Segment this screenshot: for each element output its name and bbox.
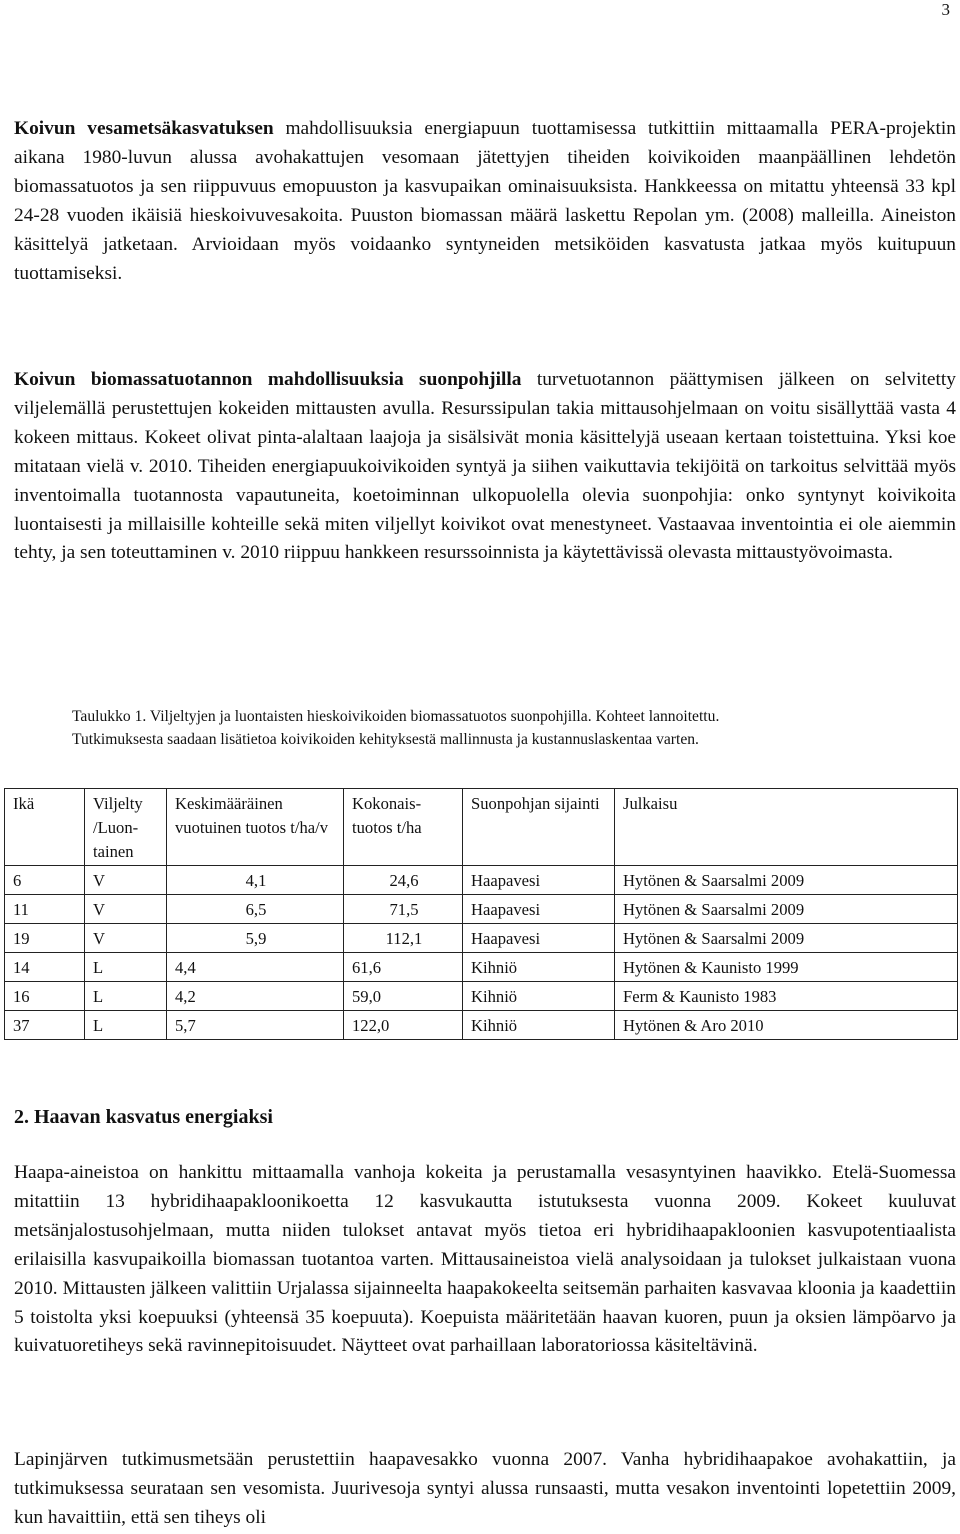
cell-annual-yield: 4,4 <box>167 953 344 982</box>
cell-age: 11 <box>5 895 85 924</box>
cell-annual-yield: 4,1 <box>167 866 344 895</box>
section-heading: 2. Haavan kasvatus energiaksi <box>14 1106 273 1128</box>
cell-annual-yield: 5,9 <box>167 924 344 953</box>
header-mean-annual-yield: Keskimääräinen vuotuinen tuotos t/ha/v <box>167 789 344 866</box>
cell-publication: Hytönen & Saarsalmi 2009 <box>615 895 958 924</box>
cell-publication: Hytönen & Kaunisto 1999 <box>615 953 958 982</box>
cell-publication: Ferm & Kaunisto 1983 <box>615 982 958 1011</box>
cell-total-yield: 61,6 <box>344 953 463 982</box>
cell-location: Haapavesi <box>463 895 615 924</box>
cell-age: 37 <box>5 1011 85 1040</box>
caption-line-1: Taulukko 1. Viljeltyjen ja luontaisten hieskoivikoiden biomassatuotos suonpohjilla. Kohteet lannoitettu. <box>72 708 720 725</box>
table-row <box>5 982 958 1011</box>
cell-location: Kihniö <box>463 1011 615 1040</box>
cell-annual-yield: 6,5 <box>167 895 344 924</box>
cell-annual-yield: 5,7 <box>167 1011 344 1040</box>
table-caption <box>72 705 952 751</box>
header-cultivated-natural: Viljelty /Luon-tainen <box>85 789 167 866</box>
header-total-yield: Kokonais-tuotos t/ha <box>344 789 463 866</box>
table-row <box>5 895 958 924</box>
cell-type: V <box>85 924 167 953</box>
paragraph-haapa-aineisto: Haapa-aineistoa on hankittu mittaamalla vanhoja kokeita ja perustamalla vesasyntyinen haavikko. Etelä-Suomessa mitattiin 13 hybridihaapakloonikoetta 12 kasvukautta istutuksesta vuonna 2009. Kokeet kuuluvat metsänjalostusohjelmaan, mutta niiden tulokset antavat myös tietoa eri hybridihaapakloonien kasvupotentiaalista erilaisilla kasvupaikoilla biomassan tuotantoa varten. Mittausaineistoa vielä analysoidaan ja tulokset julkaistaan vuona 2010. Mittausten jälkeen valittiin Urjalassa sijainneelta haapakokeelta seitsemän parhaiten kasvavaa kloonia ja kaadettiin 5 toistolta yksi koepuuksi (yhteensä 35 koepuuta). Koepuista määritetään haavan kuoren, puun ja oksien lämpöarvo ja kuivatuoretiheys sekä ravinnepitoisuudet. Näytteet ovat parhaillaan laboratoriossa käsiteltävinä. <box>14 1162 956 1357</box>
table-row <box>5 866 958 895</box>
cell-publication: Hytönen & Saarsalmi 2009 <box>615 924 958 953</box>
paragraph-body: turvetuotannon päättymisen jälkeen on selvitetty viljelemällä perustettujen kokeiden mittausten avulla. Resurssipulan takia mittausohjelmaan on voitu sisällyttää vasta 4 kokeen mittaus. Kokeet olivat pinta-alaltaan laajoja ja sisälsivät monia käsittelyjä useaan kertaan toistettuina. Yksi koe mitataan vielä v. 2010. Tiheiden energiapuukoivikoiden syntyä ja siihen vaikuttavia tekijöitä on tarkoitus selvittää myös inventoimalla tuotannosta vapautuneita, koetoiminnan ulkopuolella olevia suonpohjia: onko syntynyt koivikoita luontaisesti ja millaisille kohteille sekä miten viljellyt koivikot ovat menestyneet. Vastaavaa inventointia ei ole aiemmin tehty, ja sen toteuttaminen v. 2010 riippuu hankkeen resurssoinnista ja käytettävissä olevasta mittaustyövoimasta. <box>14 369 956 564</box>
cell-total-yield: 122,0 <box>344 1011 463 1040</box>
caption-line-2: Tutkimuksesta saadaan lisätietoa koivikoiden kehityksestä mallinnusta ja kustannuslaskentaa varten. <box>72 731 699 748</box>
paragraph-lapinjarvi: Lapinjärven tutkimusmetsään perustettiin haapavesakko vuonna 2007. Vanha hybridihaapakoe avohakattiin, ja tutkimuksessa seurataan sen vesomista. Juurivesoja syntyi alussa runsaasti, mutta vesakon inventointi lopetettiin 2009, kun havaittiin, että sen tiheys oli <box>14 1449 956 1528</box>
paragraph-body: mahdollisuuksia energiapuun tuottamisessa tutkittiin mittaamalla PERA-projektin aikana 1980-luvun alussa avohakattujen vesomaan jätettyjen tiheiden koivikoiden maanpäällinen lehdetön biomassatuotos ja sen riippuvuus emopuuston ja kasvupaikan ominaisuuksista. Hankkeessa on mitattu yhteensä 33 kpl 24-28 vuoden ikäisiä hieskoivuvesakoita. Puuston biomassan määrä laskettu Repolan ym. (2008) malleilla. Aineiston käsittelyä jatketaan. Arvioidaan myös voidaanko syntyneiden metsiköiden kasvatusta jatkaa myös kuitupuun tuottamiseksi. <box>14 118 956 284</box>
biomass-table <box>4 788 958 1040</box>
cell-age: 14 <box>5 953 85 982</box>
cell-publication: Hytönen & Aro 2010 <box>615 1011 958 1040</box>
cell-type: V <box>85 895 167 924</box>
paragraph-koivun-vesametsa <box>14 115 956 288</box>
cell-publication: Hytönen & Saarsalmi 2009 <box>615 866 958 895</box>
cell-location: Kihniö <box>463 953 615 982</box>
paragraph-bold-lead: Koivun vesametsäkasvatuksen <box>14 118 274 139</box>
cell-location: Kihniö <box>463 982 615 1011</box>
header-location: Suonpohjan sijainti <box>463 789 615 866</box>
cell-age: 6 <box>5 866 85 895</box>
cell-age: 19 <box>5 924 85 953</box>
cell-total-yield: 112,1 <box>344 924 463 953</box>
cell-total-yield: 24,6 <box>344 866 463 895</box>
cell-type: V <box>85 866 167 895</box>
table-row <box>5 1011 958 1040</box>
cell-type: L <box>85 953 167 982</box>
table-row <box>5 953 958 982</box>
cell-total-yield: 71,5 <box>344 895 463 924</box>
table-row <box>5 924 958 953</box>
paragraph-koivun-biomassa <box>14 366 956 568</box>
cell-location: Haapavesi <box>463 924 615 953</box>
cell-annual-yield: 4,2 <box>167 982 344 1011</box>
cell-type: L <box>85 982 167 1011</box>
header-publication: Julkaisu <box>615 789 958 866</box>
cell-location: Haapavesi <box>463 866 615 895</box>
cell-age: 16 <box>5 982 85 1011</box>
paragraph-bold-lead: Koivun biomassatuotannon mahdollisuuksia suonpohjilla <box>14 369 522 390</box>
table-header-row <box>5 789 958 866</box>
header-age: Ikä <box>5 789 85 866</box>
page-number: 3 <box>941 0 950 19</box>
cell-total-yield: 59,0 <box>344 982 463 1011</box>
cell-type: L <box>85 1011 167 1040</box>
